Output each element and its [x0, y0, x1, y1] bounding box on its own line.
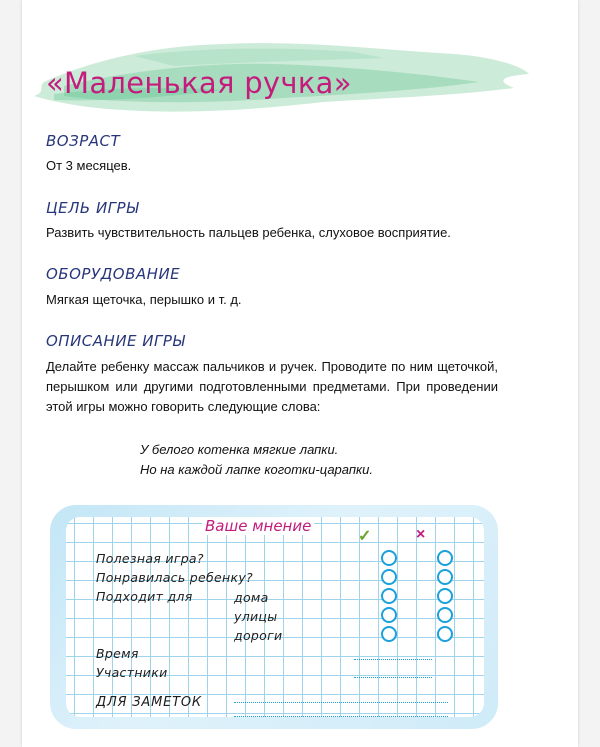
- row-label-time: Время: [96, 646, 139, 661]
- verse-line-2: Но на каждой лапке коготки-царапки.: [140, 462, 373, 477]
- yes-radio-liked[interactable]: [381, 569, 397, 585]
- section-heading-age: ВОЗРАСТ: [46, 132, 121, 150]
- row-label-suitable: Подходит для: [96, 589, 193, 604]
- no-radio-liked[interactable]: [437, 569, 453, 585]
- yes-radio-home[interactable]: [381, 588, 397, 604]
- notes-field-line-1[interactable]: [234, 702, 448, 703]
- row-label-liked: Понравилась ребенку?: [96, 570, 253, 585]
- yes-radio-useful[interactable]: [381, 550, 397, 566]
- section-heading-equipment: ОБОРУДОВАНИЕ: [46, 265, 181, 283]
- row-label-street: улицы: [234, 609, 278, 624]
- time-field[interactable]: [354, 659, 432, 660]
- yes-radio-road[interactable]: [381, 626, 397, 642]
- verse-line-1: У белого котенка мягкие лапки.: [140, 442, 339, 457]
- participants-field[interactable]: [354, 677, 432, 678]
- notes-label: ДЛЯ ЗАМЕТОК: [96, 695, 202, 710]
- row-label-road: дороги: [234, 628, 283, 643]
- row-label-home: дома: [234, 590, 269, 605]
- row-label-participants: Участники: [96, 665, 168, 680]
- no-radio-street[interactable]: [437, 607, 453, 623]
- no-radio-road[interactable]: [437, 626, 453, 642]
- section-text-equipment: Мягкая щеточка, перышко и т. д.: [46, 292, 242, 307]
- page-title: «Маленькая ручка»: [46, 66, 352, 100]
- no-radio-home[interactable]: [437, 588, 453, 604]
- verse: [140, 440, 373, 480]
- opinion-title: Ваше мнение: [202, 517, 314, 535]
- yes-radio-street[interactable]: [381, 607, 397, 623]
- row-label-useful: Полезная игра?: [96, 551, 204, 566]
- section-heading-description: ОПИСАНИЕ ИГРЫ: [46, 332, 186, 350]
- section-text-age: От 3 месяцев.: [46, 158, 132, 173]
- section-text-goal: Развить чувствительность пальцев ребенка, слуховое восприятие.: [46, 225, 451, 240]
- cross-icon: ×: [416, 526, 426, 543]
- checkmark-icon: ✓: [358, 528, 372, 545]
- notes-field-line-2[interactable]: [234, 716, 448, 717]
- section-heading-goal: ЦЕЛЬ ИГРЫ: [46, 199, 139, 217]
- section-text-description: Делайте ребенку массаж пальчиков и ручек. Проводите по ним щеточкой, перышком или другими подготовленными предметами. При проведении этой игры можно говорить следующие слова:: [46, 359, 498, 414]
- no-radio-useful[interactable]: [437, 550, 453, 566]
